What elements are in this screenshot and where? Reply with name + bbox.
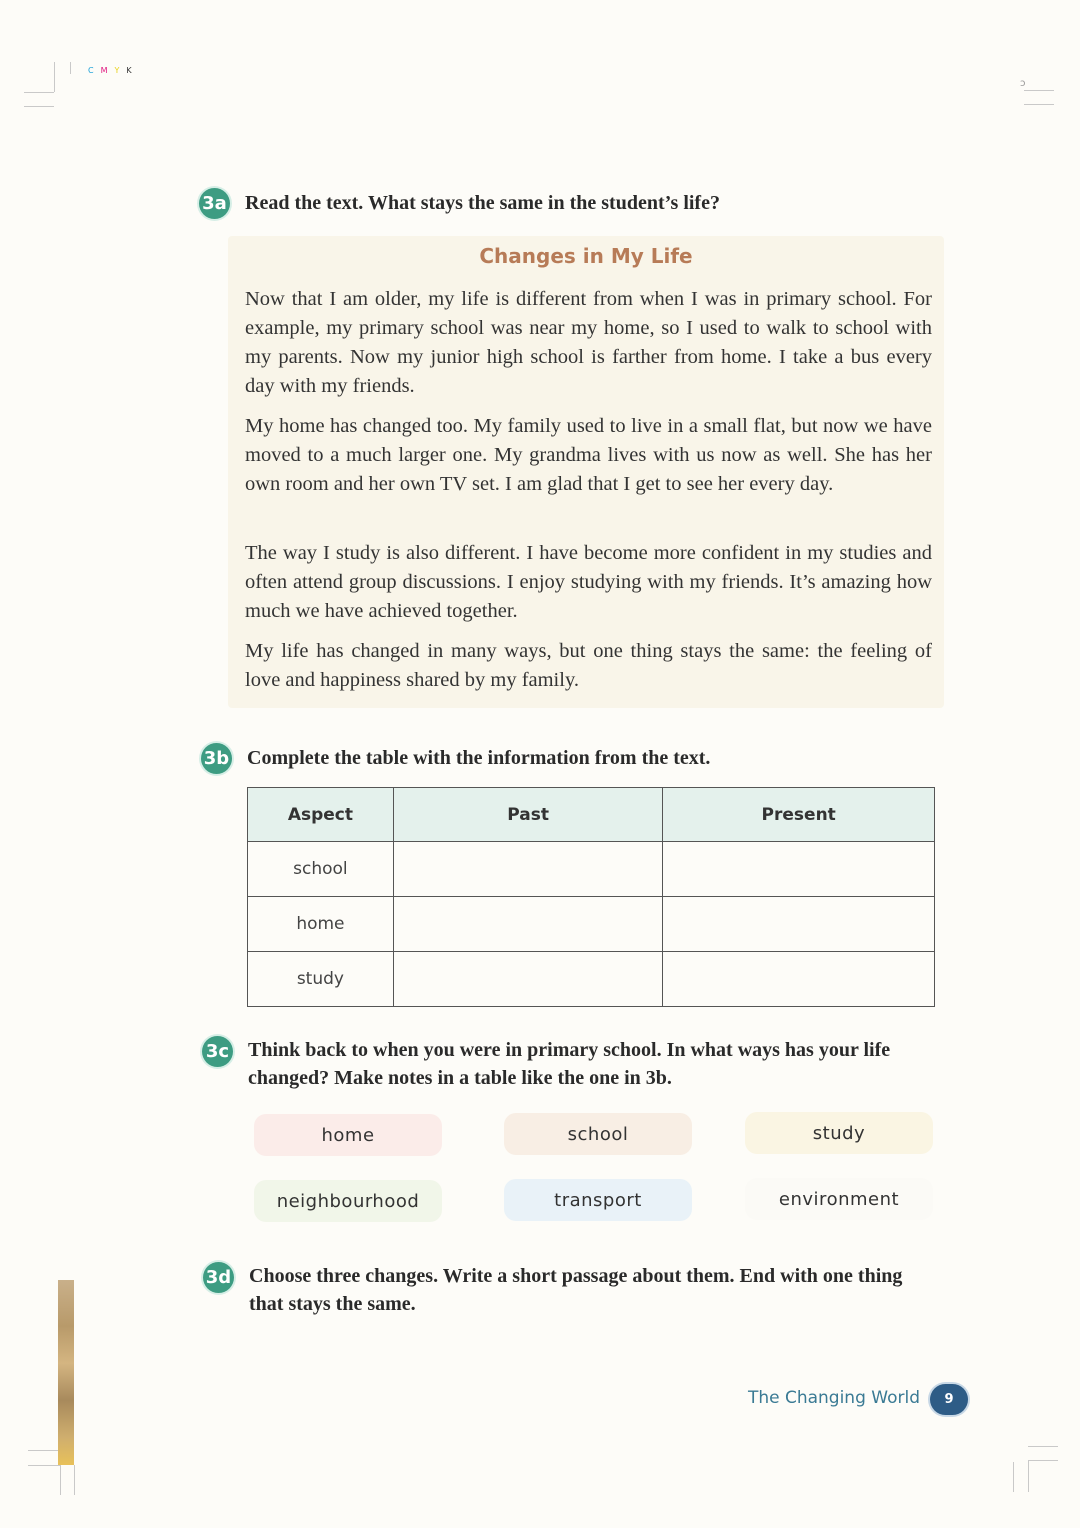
crop-mark-top-right-h2: [1024, 104, 1054, 105]
crop-mark-bottom-right-v2: [1013, 1462, 1014, 1492]
cmyk-k: K: [126, 66, 139, 75]
cell-past[interactable]: [393, 952, 663, 1007]
crop-mark-bottom-left-v2: [74, 1465, 75, 1495]
header-present: Present: [663, 788, 935, 842]
badge-3a: 3a: [199, 188, 230, 219]
reading-paragraph-2: My home has changed too. My family used to live in a small flat, but now we have moved to a much larger one. My grandma lives with us now as well. She has her own room and her own TV set. I am glad that I get to see her every day.: [245, 415, 932, 495]
crop-mark-top-left-v: [54, 62, 55, 92]
cell-aspect: study: [248, 952, 394, 1007]
crop-mark-bottom-left-h2: [28, 1465, 60, 1466]
topic-chip-home: home: [254, 1114, 442, 1156]
topic-chip-school: school: [504, 1113, 692, 1155]
page-edge-photo-strip: [58, 1280, 74, 1465]
instruction-3c: Think back to when you were in primary school. In what ways has your life changed? Make notes in a table like the one in 3b.: [248, 1039, 891, 1089]
crop-mark-top-left-h2: [24, 106, 54, 107]
instruction-3a: Read the text. What stays the same in the student’s life?: [245, 192, 720, 214]
reading-paragraph-1: Now that I am older, my life is different from when I was in primary school. For example, my primary school was near my home, so I used to walk to school with my parents. Now my junior high school is farther from home. I take a bus every day with my friends.: [245, 288, 932, 397]
reading-paragraph-4: My life has changed in many ways, but one thing stays the same: the feeling of love and happiness shared by my family.: [245, 640, 932, 691]
crop-mark-bottom-right-v: [1028, 1460, 1029, 1492]
topic-chip-transport: transport: [504, 1179, 692, 1221]
crop-mark-bottom-left-h: [28, 1450, 60, 1451]
cell-aspect: school: [248, 842, 394, 897]
page-number: 9: [930, 1384, 968, 1415]
badge-3c: 3c: [202, 1036, 233, 1067]
cell-past[interactable]: [393, 897, 663, 952]
table-header-row: [248, 788, 935, 842]
cmyk-color-bar: [88, 66, 139, 75]
instruction-3b: Complete the table with the information from the text.: [247, 747, 711, 769]
crop-mark-bottom-right-h: [1028, 1446, 1058, 1447]
reading-paragraph-3: The way I study is also different. I have become more confident in my studies and often attend group discussions. I enjoy studying with my friends. It’s amazing how much we have achieved together.: [245, 542, 932, 622]
crop-mark-bottom-left-v: [60, 1465, 61, 1495]
cmyk-m: M: [100, 66, 115, 75]
cell-present[interactable]: [663, 897, 935, 952]
cell-present[interactable]: [663, 842, 935, 897]
cell-present[interactable]: [663, 952, 935, 1007]
topic-chip-environment: environment: [745, 1178, 933, 1220]
unit-title: The Changing World: [747, 1388, 920, 1408]
reading-title: Changes in My Life: [479, 244, 693, 268]
cell-past[interactable]: [393, 842, 663, 897]
cmyk-y: Y: [114, 66, 127, 75]
corner-registration-mark: ↄ: [1020, 78, 1026, 89]
crop-mark-bottom-right-h2: [1028, 1460, 1058, 1461]
table-row: [248, 952, 935, 1007]
badge-3b: 3b: [201, 743, 232, 774]
crop-mark-top-left-tick: [70, 62, 71, 74]
table-row: [248, 842, 935, 897]
topic-chip-neighbourhood: neighbourhood: [254, 1180, 442, 1222]
crop-mark-top-left-h: [24, 92, 54, 93]
badge-3d: 3d: [203, 1262, 234, 1293]
instruction-3d: Choose three changes. Write a short passage about them. End with one thing that stays the same.: [249, 1265, 903, 1315]
header-past: Past: [393, 788, 663, 842]
table-row: [248, 897, 935, 952]
topic-chip-study: study: [745, 1112, 933, 1154]
info-table: [247, 787, 935, 1007]
cmyk-c: C: [88, 66, 101, 75]
crop-mark-top-right-h: [1024, 90, 1054, 91]
cell-aspect: home: [248, 897, 394, 952]
header-aspect: Aspect: [248, 788, 394, 842]
